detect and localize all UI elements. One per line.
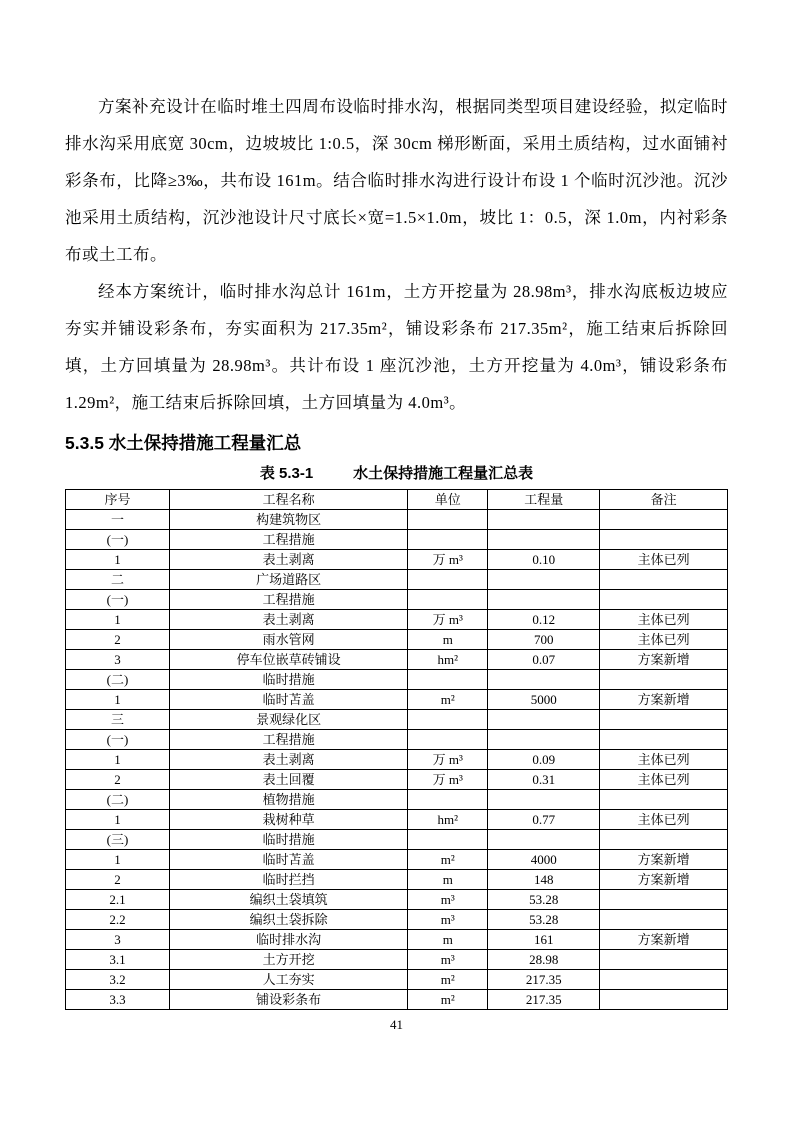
table-row — [66, 850, 728, 870]
cell-name: 表土剥离 — [169, 610, 407, 630]
table-row — [66, 610, 728, 630]
table-row — [66, 890, 728, 910]
cell-note — [600, 990, 728, 1010]
cell-note: 方案新增 — [600, 930, 728, 950]
cell-note: 主体已列 — [600, 750, 728, 770]
cell-name: 临时苫盖 — [169, 850, 407, 870]
cell-unit: m² — [408, 970, 488, 990]
cell-unit: m — [408, 630, 488, 650]
cell-quantity — [488, 570, 600, 590]
cell-unit: m³ — [408, 950, 488, 970]
cell-index: 3 — [66, 650, 170, 670]
cell-quantity: 217.35 — [488, 970, 600, 990]
table-row — [66, 590, 728, 610]
cell-name: 临时措施 — [169, 670, 407, 690]
cell-quantity — [488, 830, 600, 850]
cell-note — [600, 830, 728, 850]
cell-index: 2.2 — [66, 910, 170, 930]
cell-unit: 万 m³ — [408, 750, 488, 770]
table-row — [66, 810, 728, 830]
cell-index: (一) — [66, 590, 170, 610]
cell-unit: m — [408, 870, 488, 890]
cell-name: 栽树种草 — [169, 810, 407, 830]
cell-note: 主体已列 — [600, 550, 728, 570]
cell-index: 1 — [66, 690, 170, 710]
table-row — [66, 830, 728, 850]
cell-name: 表土剥离 — [169, 550, 407, 570]
cell-index: 3.1 — [66, 950, 170, 970]
cell-quantity — [488, 670, 600, 690]
cell-index: 1 — [66, 850, 170, 870]
cell-name: 工程措施 — [169, 730, 407, 750]
cell-name: 雨水管网 — [169, 630, 407, 650]
cell-index: (一) — [66, 530, 170, 550]
cell-index: 一 — [66, 510, 170, 530]
cell-quantity: 700 — [488, 630, 600, 650]
cell-note — [600, 710, 728, 730]
table-header-row — [66, 490, 728, 510]
cell-index: (一) — [66, 730, 170, 750]
cell-quantity — [488, 510, 600, 530]
table-row — [66, 750, 728, 770]
cell-name: 临时措施 — [169, 830, 407, 850]
cell-unit: m — [408, 930, 488, 950]
cell-note — [600, 530, 728, 550]
cell-name: 土方开挖 — [169, 950, 407, 970]
table-row — [66, 970, 728, 990]
cell-unit — [408, 830, 488, 850]
cell-note — [600, 510, 728, 530]
cell-name: 铺设彩条布 — [169, 990, 407, 1010]
paragraph-quantity-statistics: 经本方案统计，临时排水沟总计 161m，土方开挖量为 28.98m³，排水沟底板边坡应夯实并铺设彩条布，夯实面积为 217.35m²，铺设彩条布 217.35m²，施工结束后拆除回填，土方回填量为 28.98m³。共计布设 1 座沉沙池，土方开挖量为 4.0m³，铺设彩条布 1.29m²，施工结束后拆除回填，土方回填量为 4.0m³。 — [65, 282, 728, 412]
cell-index: (二) — [66, 670, 170, 690]
cell-note: 方案新增 — [600, 850, 728, 870]
cell-name: 人工夯实 — [169, 970, 407, 990]
table-row — [66, 690, 728, 710]
cell-quantity: 4000 — [488, 850, 600, 870]
table-row — [66, 790, 728, 810]
cell-name: 景观绿化区 — [169, 710, 407, 730]
cell-unit — [408, 710, 488, 730]
column-header-note: 备注 — [600, 490, 728, 510]
cell-index: 三 — [66, 710, 170, 730]
cell-quantity — [488, 790, 600, 810]
cell-name: 构建筑物区 — [169, 510, 407, 530]
cell-unit — [408, 570, 488, 590]
table-row — [66, 730, 728, 750]
cell-quantity: 0.31 — [488, 770, 600, 790]
cell-index: 3.2 — [66, 970, 170, 990]
cell-note — [600, 790, 728, 810]
paragraph-drainage-design: 方案补充设计在临时堆土四周布设临时排水沟，根据同类型项目建设经验，拟定临时排水沟采用底宽 30cm，边坡坡比 1:0.5，深 30cm 梯形断面，采用土质结构，过水面铺衬彩条布，比降≥3‰，共布设 161m。结合临时排水沟进行设计布设 1 个临时沉沙池。沉沙池采用土质结构，沉沙池设计尺寸底长×宽=1.5×1.0m，坡比 1：0.5，深 1.0m，内衬彩条布或土工布。 — [65, 97, 728, 264]
cell-note — [600, 970, 728, 990]
cell-unit — [408, 590, 488, 610]
cell-note — [600, 950, 728, 970]
cell-unit: 万 m³ — [408, 550, 488, 570]
cell-index: 3.3 — [66, 990, 170, 1010]
cell-quantity: 161 — [488, 930, 600, 950]
cell-note: 方案新增 — [600, 650, 728, 670]
cell-name: 表土剥离 — [169, 750, 407, 770]
cell-quantity: 0.07 — [488, 650, 600, 670]
table-row — [66, 530, 728, 550]
cell-unit: hm² — [408, 650, 488, 670]
cell-note — [600, 910, 728, 930]
table-row — [66, 710, 728, 730]
table-caption-label: 表 5.3-1 — [259, 465, 314, 482]
cell-unit — [408, 510, 488, 530]
table-caption — [65, 463, 728, 485]
column-header-index: 序号 — [66, 490, 170, 510]
cell-note — [600, 570, 728, 590]
cell-quantity: 0.10 — [488, 550, 600, 570]
cell-unit: hm² — [408, 810, 488, 830]
cell-note: 主体已列 — [600, 770, 728, 790]
cell-index: 1 — [66, 810, 170, 830]
cell-name: 临时排水沟 — [169, 930, 407, 950]
cell-unit: m² — [408, 990, 488, 1010]
table-row — [66, 550, 728, 570]
cell-name: 停车位嵌草砖铺设 — [169, 650, 407, 670]
cell-quantity: 148 — [488, 870, 600, 890]
cell-unit: m² — [408, 850, 488, 870]
cell-index: 2.1 — [66, 890, 170, 910]
cell-note: 主体已列 — [600, 610, 728, 630]
cell-unit: 万 m³ — [408, 770, 488, 790]
cell-unit — [408, 530, 488, 550]
cell-quantity: 53.28 — [488, 890, 600, 910]
cell-index: (二) — [66, 790, 170, 810]
table-row — [66, 910, 728, 930]
cell-note: 主体已列 — [600, 810, 728, 830]
cell-quantity: 217.35 — [488, 990, 600, 1010]
cell-name: 编织土袋拆除 — [169, 910, 407, 930]
table-caption-title: 水土保持措施工程量汇总表 — [353, 465, 534, 482]
cell-unit — [408, 730, 488, 750]
column-header-quantity: 工程量 — [488, 490, 600, 510]
cell-index: 2 — [66, 630, 170, 650]
table-row — [66, 930, 728, 950]
cell-quantity — [488, 710, 600, 730]
table-row — [66, 510, 728, 530]
cell-note — [600, 590, 728, 610]
cell-name: 植物措施 — [169, 790, 407, 810]
cell-index: 2 — [66, 770, 170, 790]
cell-name: 工程措施 — [169, 530, 407, 550]
cell-quantity: 0.77 — [488, 810, 600, 830]
cell-unit — [408, 670, 488, 690]
cell-quantity: 53.28 — [488, 910, 600, 930]
works-summary-table — [65, 489, 728, 1010]
cell-quantity: 0.09 — [488, 750, 600, 770]
cell-note — [600, 670, 728, 690]
table-row — [66, 670, 728, 690]
cell-name: 工程措施 — [169, 590, 407, 610]
cell-index: 1 — [66, 550, 170, 570]
cell-quantity: 0.12 — [488, 610, 600, 630]
column-header-name: 工程名称 — [169, 490, 407, 510]
section-heading: 5.3.5 水土保持措施工程量汇总 — [65, 433, 302, 453]
cell-name: 表土回覆 — [169, 770, 407, 790]
cell-note: 方案新增 — [600, 870, 728, 890]
cell-name: 广场道路区 — [169, 570, 407, 590]
cell-name: 临时苫盖 — [169, 690, 407, 710]
cell-index: 1 — [66, 750, 170, 770]
table-row — [66, 650, 728, 670]
cell-index: (三) — [66, 830, 170, 850]
cell-note — [600, 730, 728, 750]
cell-quantity — [488, 730, 600, 750]
cell-note: 主体已列 — [600, 630, 728, 650]
cell-index: 2 — [66, 870, 170, 890]
cell-note — [600, 890, 728, 910]
cell-index: 二 — [66, 570, 170, 590]
cell-quantity: 5000 — [488, 690, 600, 710]
cell-index: 1 — [66, 610, 170, 630]
cell-index: 3 — [66, 930, 170, 950]
cell-unit — [408, 790, 488, 810]
cell-quantity — [488, 530, 600, 550]
cell-name: 编织土袋填筑 — [169, 890, 407, 910]
table-row — [66, 570, 728, 590]
cell-name: 临时拦挡 — [169, 870, 407, 890]
table-row — [66, 870, 728, 890]
page-number: 41 — [390, 1017, 403, 1032]
cell-quantity: 28.98 — [488, 950, 600, 970]
cell-unit: 万 m³ — [408, 610, 488, 630]
table-row — [66, 770, 728, 790]
cell-unit: m³ — [408, 890, 488, 910]
cell-unit: m³ — [408, 910, 488, 930]
table-row — [66, 950, 728, 970]
table-row — [66, 630, 728, 650]
cell-quantity — [488, 590, 600, 610]
column-header-unit: 单位 — [408, 490, 488, 510]
cell-note: 方案新增 — [600, 690, 728, 710]
table-row — [66, 990, 728, 1010]
cell-unit: m² — [408, 690, 488, 710]
